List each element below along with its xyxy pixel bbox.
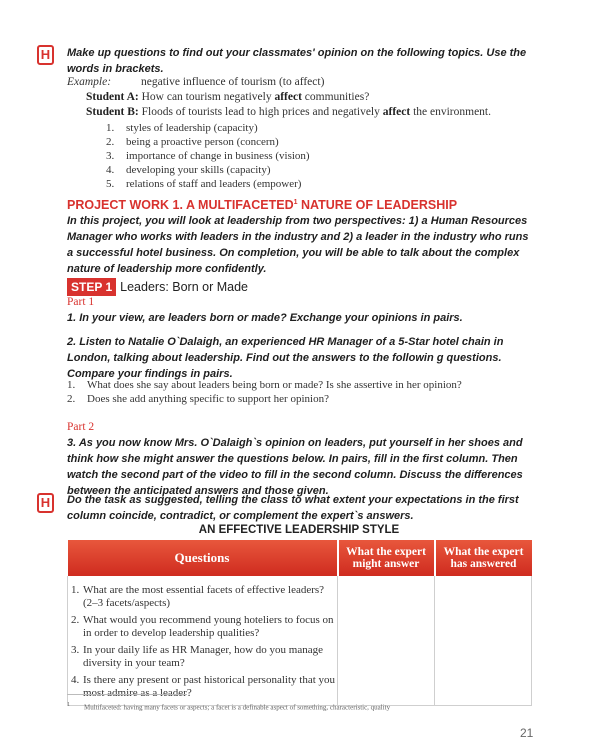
student-b-line [86, 105, 556, 120]
student-a-line [86, 90, 546, 105]
sub-item: 2. Does she add anything specific to support her opinion? [67, 393, 329, 405]
part2-label: Part 2 [67, 421, 95, 433]
part1-label: Part 1 [67, 296, 95, 308]
question-2: 2. Listen to Natalie O`Dalaigh, an experienced HR Manager of a 5-Star hotel chain in London, talking about leadership. Find out the answers to the followin g questions. Compare your findings in pairs. [67, 336, 504, 380]
expected-answer-cell[interactable] [338, 576, 435, 706]
student-a-text: How can tourism negatively [141, 91, 272, 103]
project-heading: PROJECT WORK 1. A MULTIFACETED$^1$ NATURE OF LEADERSHIP [67, 198, 458, 212]
question-item: 2. What would you recommend young hoteliers to focus on in order to develop leadership qualities? [71, 614, 334, 639]
column-header: Questions [68, 540, 338, 576]
step-header [67, 278, 248, 296]
example-label: Example: [67, 76, 112, 88]
question-3-task: Do the task as suggested, telling the class to what extent your expectations in the first column coincide, contradict, or complement the expert`s answers. [67, 494, 519, 522]
h-task-icon: H [37, 493, 54, 513]
list-item: 4. developing your skills (capacity) [106, 164, 271, 176]
column-header: What the expert has answered [435, 540, 532, 576]
student-b-tail: the environment. [413, 106, 492, 118]
project-intro: In this project, you will look at leadership from two perspectives: 1) a Human Resources Manager who works with leaders in the industry and 2) a leader in the industry who runs a successful hotel business. On completion, you will be able to talk about the complex nature of leadership more confidently. [67, 215, 529, 275]
step-badge: STEP 1 [67, 278, 116, 296]
question-3: 3. As you now know Mrs. O`Dalaigh`s opinion on leaders, put yourself in her shoes and think how she might answer the questions below. In pairs, fill in the first column. Then watch the second part of the video to fill in the second column. Discuss the differences between the anticipated answers and those given. [67, 437, 523, 497]
student-b-label: Student B: [86, 106, 139, 118]
footnote-divider [67, 694, 187, 695]
student-a-tail: communities? [304, 91, 370, 103]
actual-answer-cell[interactable] [435, 576, 532, 706]
student-a-keyword: affect [274, 91, 302, 103]
question-item: 4. Is there any present or past historical personality that you most admire as a leader? [71, 674, 336, 699]
question-item: 3. In your daily life as HR Manager, how do you manage diversity in your team? [71, 644, 323, 669]
example-text: negative influence of tourism (to affect) [141, 76, 325, 88]
table-row [68, 576, 532, 706]
student-b-keyword: affect [382, 106, 411, 118]
page-number: 21 [520, 726, 534, 740]
student-b-text: Floods of tourists lead to high prices and negatively [141, 106, 380, 118]
table-header-row [68, 540, 532, 576]
sub-item: 1. What does she say about leaders being born or made? Is she assertive in her opinion? [67, 379, 462, 391]
question-item: 1. What are the most essential facets of effective leaders? (2–3 facets/aspects) [71, 584, 325, 609]
footnote: $^1$ Multifaceted: having many facets or aspects; a facet is a definable aspect of something, characteristic, quality [67, 702, 391, 712]
list-item: 3. importance of change in business (vision) [106, 150, 310, 162]
list-item: 5. relations of staff and leaders (empower) [106, 178, 302, 190]
leadership-table [67, 540, 532, 706]
list-item: 2. being a proactive person (concern) [106, 136, 279, 148]
step-title: Leaders: Born or Made [120, 280, 248, 294]
question-1: 1. In your view, are leaders born or made? Exchange your opinions in pairs. [67, 312, 463, 324]
task1-instruction: Make up questions to find out your classmates' opinion on the following topics. Use the words in brackets. [67, 47, 527, 75]
h-task-icon: H [37, 45, 54, 65]
table-title: AN EFFECTIVE LEADERSHIP STYLE [198, 524, 400, 536]
student-a-label: Student A: [86, 91, 139, 103]
list-item: 1. styles of leadership (capacity) [106, 122, 258, 134]
questions-cell [68, 576, 338, 706]
column-header: What the expert might answer [338, 540, 435, 576]
